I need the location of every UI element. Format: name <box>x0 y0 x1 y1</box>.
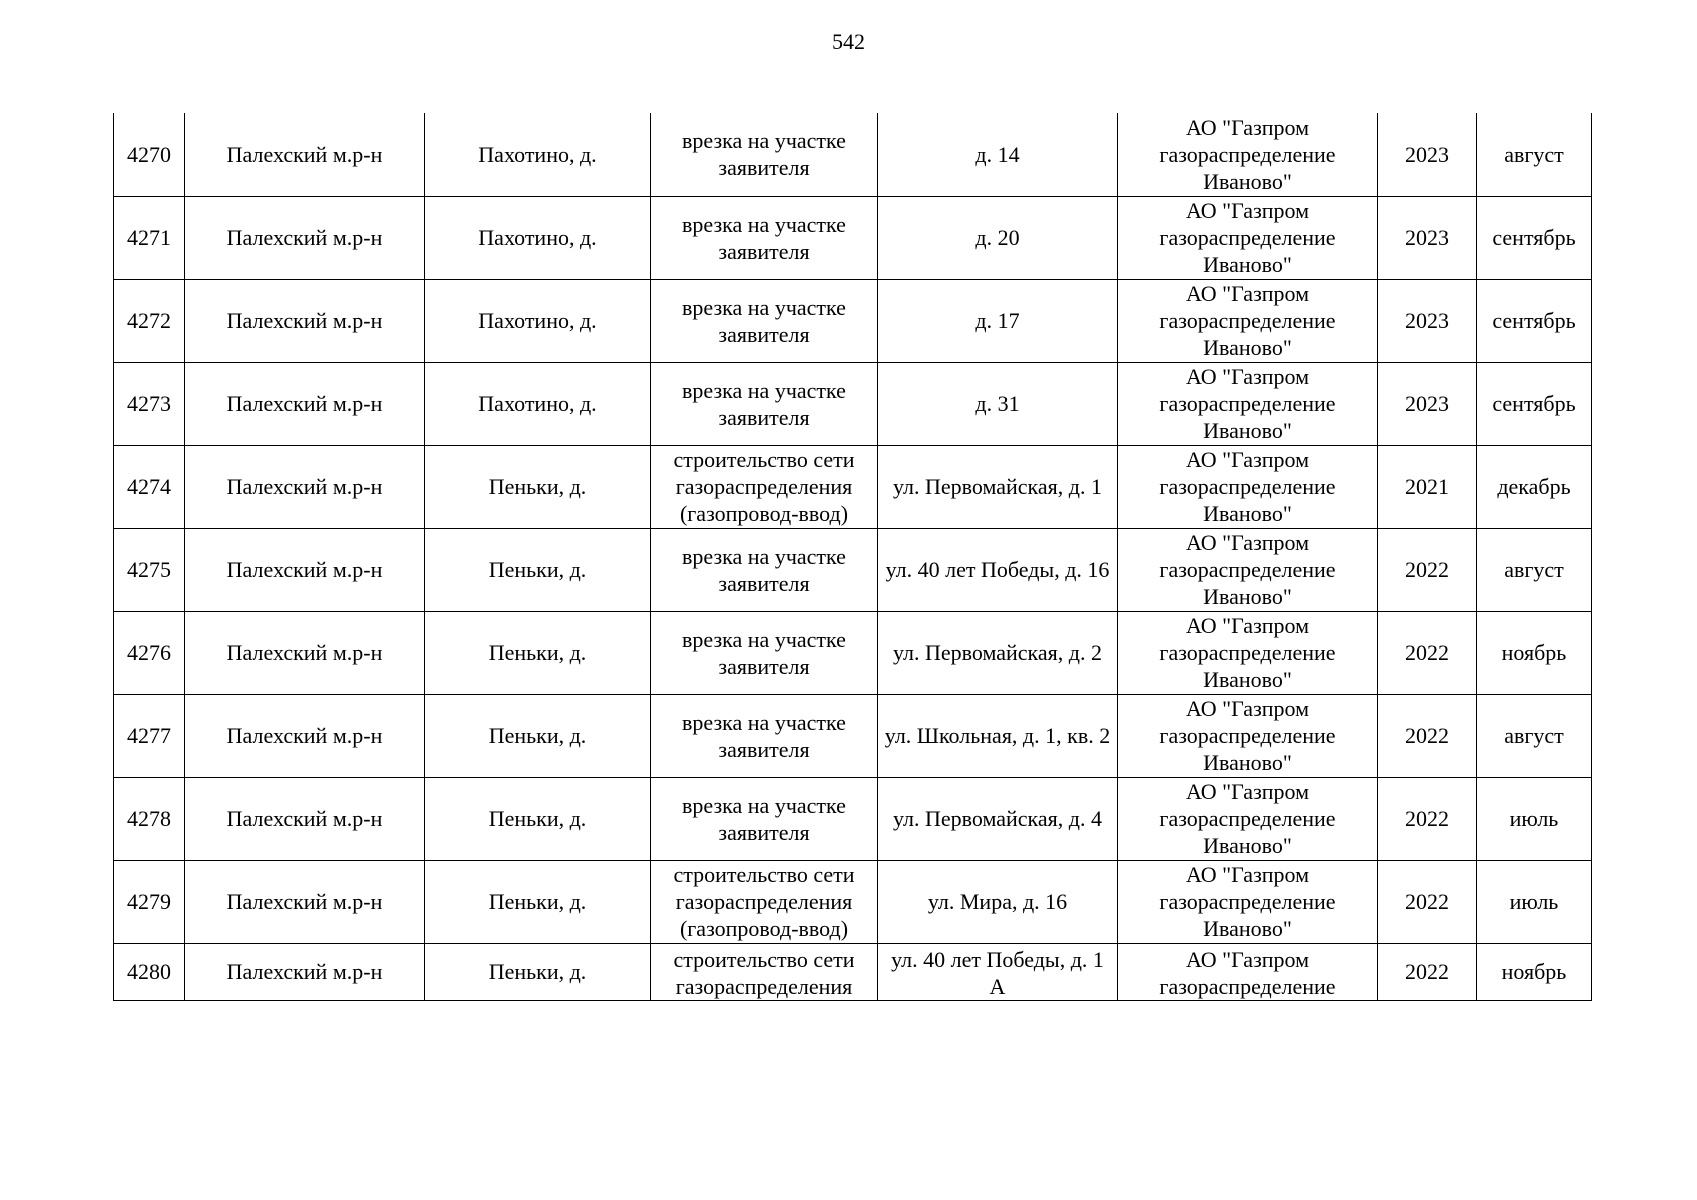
year-cell: 2023 <box>1378 113 1477 196</box>
month-cell: сентябрь <box>1477 279 1592 362</box>
organization-cell: АО "Газпром газораспределение Иваново" <box>1118 528 1378 611</box>
table-row <box>114 777 1592 860</box>
table-row <box>114 943 1592 1000</box>
month-cell: июль <box>1477 860 1592 943</box>
work-type-cell: врезка на участке заявителя <box>651 694 878 777</box>
work-type-cell: строительство сети газораспределения <box>651 943 878 1000</box>
address-cell: д. 31 <box>878 362 1118 445</box>
table-row <box>114 860 1592 943</box>
district-cell: Палехский м.р-н <box>185 694 425 777</box>
table-body <box>114 113 1592 1000</box>
address-cell: ул. Школьная, д. 1, кв. 2 <box>878 694 1118 777</box>
address-cell: д. 20 <box>878 196 1118 279</box>
district-cell: Палехский м.р-н <box>185 777 425 860</box>
locality-cell: Пахотино, д. <box>425 279 651 362</box>
address-cell: ул. 40 лет Победы, д. 16 <box>878 528 1118 611</box>
address-cell: д. 14 <box>878 113 1118 196</box>
district-cell: Палехский м.р-н <box>185 196 425 279</box>
year-cell: 2022 <box>1378 611 1477 694</box>
year-cell: 2023 <box>1378 196 1477 279</box>
row-number-cell: 4277 <box>114 694 185 777</box>
organization-cell: АО "Газпром газораспределение Иваново" <box>1118 860 1378 943</box>
organization-cell: АО "Газпром газораспределение Иваново" <box>1118 279 1378 362</box>
table-row <box>114 445 1592 528</box>
row-number-cell: 4271 <box>114 196 185 279</box>
year-cell: 2023 <box>1378 279 1477 362</box>
address-cell: ул. Мира, д. 16 <box>878 860 1118 943</box>
organization-cell: АО "Газпром газораспределение Иваново" <box>1118 777 1378 860</box>
locality-cell: Пеньки, д. <box>425 611 651 694</box>
month-cell: декабрь <box>1477 445 1592 528</box>
row-number-cell: 4270 <box>114 113 185 196</box>
month-cell: ноябрь <box>1477 943 1592 1000</box>
district-cell: Палехский м.р-н <box>185 528 425 611</box>
table-row <box>114 528 1592 611</box>
organization-cell: АО "Газпром газораспределение Иваново" <box>1118 113 1378 196</box>
district-cell: Палехский м.р-н <box>185 943 425 1000</box>
table-row <box>114 113 1592 196</box>
row-number-cell: 4273 <box>114 362 185 445</box>
table-row <box>114 694 1592 777</box>
district-cell: Палехский м.р-н <box>185 362 425 445</box>
district-cell: Палехский м.р-н <box>185 279 425 362</box>
row-number-cell: 4279 <box>114 860 185 943</box>
year-cell: 2023 <box>1378 362 1477 445</box>
year-cell: 2021 <box>1378 445 1477 528</box>
address-cell: ул. 40 лет Победы, д. 1 А <box>878 943 1118 1000</box>
row-number-cell: 4275 <box>114 528 185 611</box>
month-cell: сентябрь <box>1477 196 1592 279</box>
work-type-cell: врезка на участке заявителя <box>651 113 878 196</box>
district-cell: Палехский м.р-н <box>185 860 425 943</box>
locality-cell: Пеньки, д. <box>425 860 651 943</box>
row-number-cell: 4278 <box>114 777 185 860</box>
row-number-cell: 4274 <box>114 445 185 528</box>
address-cell: ул. Первомайская, д. 1 <box>878 445 1118 528</box>
work-type-cell: строительство сети газораспределения (газопровод-ввод) <box>651 860 878 943</box>
table-row <box>114 362 1592 445</box>
organization-cell: АО "Газпром газораспределение Иваново" <box>1118 362 1378 445</box>
address-cell: ул. Первомайская, д. 4 <box>878 777 1118 860</box>
organization-cell: АО "Газпром газораспределение Иваново" <box>1118 196 1378 279</box>
table-row <box>114 279 1592 362</box>
organization-cell: АО "Газпром газораспределение <box>1118 943 1378 1000</box>
year-cell: 2022 <box>1378 860 1477 943</box>
address-cell: д. 17 <box>878 279 1118 362</box>
district-cell: Палехский м.р-н <box>185 611 425 694</box>
work-type-cell: врезка на участке заявителя <box>651 777 878 860</box>
organization-cell: АО "Газпром газораспределение Иваново" <box>1118 694 1378 777</box>
year-cell: 2022 <box>1378 777 1477 860</box>
year-cell: 2022 <box>1378 943 1477 1000</box>
work-type-cell: врезка на участке заявителя <box>651 279 878 362</box>
district-cell: Палехский м.р-н <box>185 445 425 528</box>
locality-cell: Пеньки, д. <box>425 528 651 611</box>
address-cell: ул. Первомайская, д. 2 <box>878 611 1118 694</box>
month-cell: август <box>1477 528 1592 611</box>
work-type-cell: врезка на участке заявителя <box>651 611 878 694</box>
gasification-schedule-table <box>113 113 1592 1001</box>
work-type-cell: врезка на участке заявителя <box>651 528 878 611</box>
table-row <box>114 196 1592 279</box>
work-type-cell: строительство сети газораспределения (газопровод-ввод) <box>651 445 878 528</box>
row-number-cell: 4276 <box>114 611 185 694</box>
year-cell: 2022 <box>1378 528 1477 611</box>
locality-cell: Пеньки, д. <box>425 943 651 1000</box>
table-row <box>114 611 1592 694</box>
locality-cell: Пеньки, д. <box>425 777 651 860</box>
month-cell: июль <box>1477 777 1592 860</box>
organization-cell: АО "Газпром газораспределение Иваново" <box>1118 445 1378 528</box>
row-number-cell: 4272 <box>114 279 185 362</box>
work-type-cell: врезка на участке заявителя <box>651 196 878 279</box>
locality-cell: Пахотино, д. <box>425 362 651 445</box>
month-cell: август <box>1477 113 1592 196</box>
row-number-cell: 4280 <box>114 943 185 1000</box>
month-cell: сентябрь <box>1477 362 1592 445</box>
month-cell: ноябрь <box>1477 611 1592 694</box>
district-cell: Палехский м.р-н <box>185 113 425 196</box>
month-cell: август <box>1477 694 1592 777</box>
page-number: 542 <box>832 29 865 54</box>
year-cell: 2022 <box>1378 694 1477 777</box>
locality-cell: Пеньки, д. <box>425 694 651 777</box>
locality-cell: Пеньки, д. <box>425 445 651 528</box>
locality-cell: Пахотино, д. <box>425 113 651 196</box>
organization-cell: АО "Газпром газораспределение Иваново" <box>1118 611 1378 694</box>
work-type-cell: врезка на участке заявителя <box>651 362 878 445</box>
locality-cell: Пахотино, д. <box>425 196 651 279</box>
